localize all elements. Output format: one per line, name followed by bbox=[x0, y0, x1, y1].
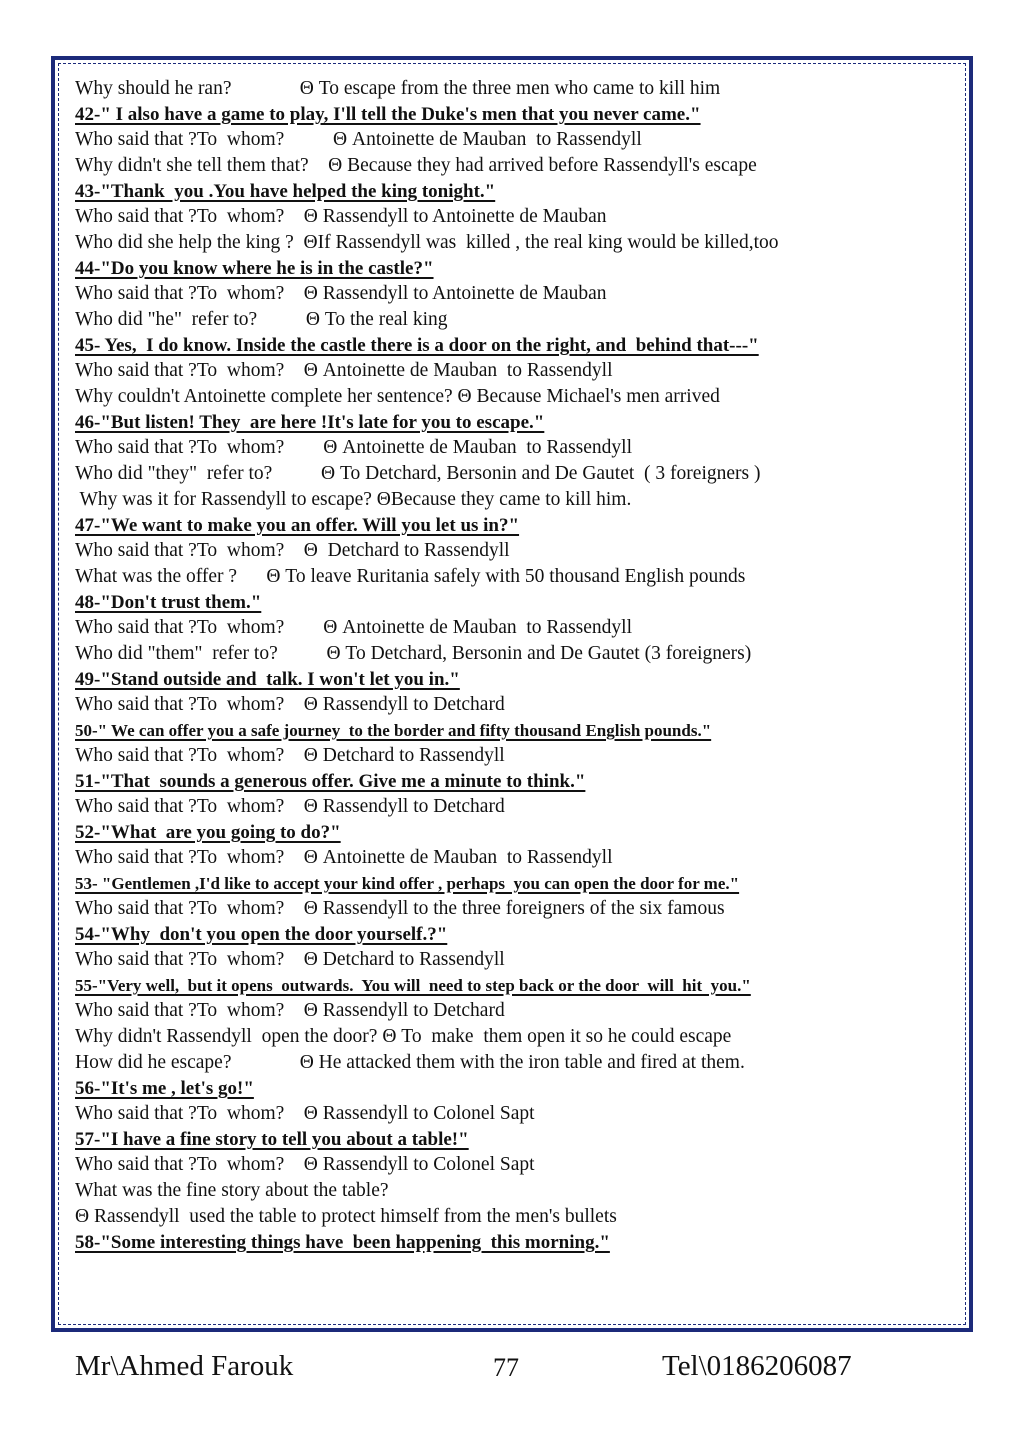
answer-line: Who said that ?To whom? Θ Rassendyll to Detchard bbox=[75, 1000, 505, 1021]
question-heading: 46-"But listen! They are here !It's late for you to escape." bbox=[75, 412, 545, 433]
question-heading: 44-"Do you know where he is in the castle?" bbox=[75, 258, 434, 279]
answer-line: Who said that ?To whom? Θ Rassendyll to Antoinette de Mauban bbox=[75, 206, 607, 227]
answer-line: Who did "they" refer to? Θ To Detchard, Bersonin and De Gautet ( 3 foreigners ) bbox=[75, 463, 761, 484]
question-heading: 55-"Very well, but it opens outwards. You will need to step back or the door will hit you." bbox=[75, 976, 751, 995]
answer-line: Who said that ?To whom? Θ Detchard to Rassendyll bbox=[75, 745, 505, 766]
footer-telephone: Tel\0186206087 bbox=[662, 1350, 852, 1382]
question-heading: 48-"Don't trust them." bbox=[75, 592, 262, 613]
answer-line: Θ Rassendyll used the table to protect himself from the men's bullets bbox=[75, 1206, 617, 1227]
answer-line: Who said that ?To whom? Θ Detchard to Rassendyll bbox=[75, 540, 510, 561]
answer-line: What was the fine story about the table? bbox=[75, 1180, 389, 1201]
document-body bbox=[75, 76, 955, 1255]
answer-line: Why didn't Rassendyll open the door? Θ To make them open it so he could escape bbox=[75, 1026, 732, 1047]
answer-line: Why didn't she tell them that? Θ Because they had arrived before Rassendyll's escape bbox=[75, 155, 757, 176]
question-heading: 47-"We want to make you an offer. Will you let us in?" bbox=[75, 515, 520, 536]
answer-line: Who said that ?To whom? Θ Rassendyll to Detchard bbox=[75, 694, 505, 715]
answer-line: Who said that ?To whom? Θ Antoinette de Mauban to Rassendyll bbox=[75, 847, 613, 868]
question-heading: 51-"That sounds a generous offer. Give me a minute to think." bbox=[75, 771, 586, 792]
answer-line: Who said that ?To whom? Θ Detchard to Rassendyll bbox=[75, 949, 505, 970]
question-heading: 50-" We can offer you a safe journey to the border and fifty thousand English pounds." bbox=[75, 721, 712, 740]
answer-line: How did he escape? Θ He attacked them with the iron table and fired at them. bbox=[75, 1052, 745, 1073]
page-number: 77 bbox=[493, 1353, 519, 1382]
question-heading: 49-"Stand outside and talk. I won't let you in." bbox=[75, 669, 460, 690]
answer-line: Who said that ?To whom? Θ Rassendyll to Antoinette de Mauban bbox=[75, 283, 607, 304]
question-heading: 53- "Gentlemen ,I'd like to accept your kind offer , perhaps you can open the door for me." bbox=[75, 874, 740, 893]
question-heading: 56-"It's me , let's go!" bbox=[75, 1078, 254, 1099]
answer-line: Who said that ?To whom? Θ Rassendyll to the three foreigners of the six famous bbox=[75, 898, 725, 919]
answer-line: Who said that ?To whom? Θ Antoinette de Mauban to Rassendyll bbox=[75, 129, 642, 150]
answer-line: Why couldn't Antoinette complete her sentence? Θ Because Michael's men arrived bbox=[75, 386, 720, 407]
answer-line: Why was it for Rassendyll to escape? ΘBecause they came to kill him. bbox=[75, 489, 632, 510]
answer-line: Who did she help the king ? ΘIf Rassendyll was killed , the real king would be killed,too bbox=[75, 232, 779, 253]
question-heading: 43-"Thank you .You have helped the king tonight." bbox=[75, 181, 496, 202]
answer-line: Who said that ?To whom? Θ Rassendyll to Detchard bbox=[75, 796, 505, 817]
question-heading: 57-"I have a fine story to tell you about a table!" bbox=[75, 1129, 469, 1150]
question-heading: 58-"Some interesting things have been happening this morning." bbox=[75, 1232, 610, 1253]
footer-author: Mr\Ahmed Farouk bbox=[75, 1350, 294, 1382]
question-heading: 45- Yes, I do know. Inside the castle there is a door on the right, and behind that---" bbox=[75, 335, 759, 356]
answer-line: Who did "them" refer to? Θ To Detchard, Bersonin and De Gautet (3 foreigners) bbox=[75, 643, 752, 664]
answer-line: Who said that ?To whom? Θ Antoinette de Mauban to Rassendyll bbox=[75, 360, 613, 381]
question-heading: 52-"What are you going to do?" bbox=[75, 822, 341, 843]
answer-line: Who said that ?To whom? Θ Antoinette de Mauban to Rassendyll bbox=[75, 437, 632, 458]
answer-line: Why should he ran? Θ To escape from the three men who came to kill him bbox=[75, 78, 721, 99]
question-heading: 42-" I also have a game to play, I'll tell the Duke's men that you never came." bbox=[75, 104, 701, 125]
answer-line: Who did "he" refer to? Θ To the real king bbox=[75, 309, 448, 330]
page-footer bbox=[0, 1350, 1024, 1390]
answer-line: Who said that ?To whom? Θ Rassendyll to Colonel Sapt bbox=[75, 1103, 535, 1124]
answer-line: Who said that ?To whom? Θ Rassendyll to Colonel Sapt bbox=[75, 1154, 535, 1175]
answer-line: Who said that ?To whom? Θ Antoinette de Mauban to Rassendyll bbox=[75, 617, 632, 638]
answer-line: What was the offer ? Θ To leave Ruritania safely with 50 thousand English pounds bbox=[75, 566, 746, 587]
question-heading: 54-"Why don't you open the door yourself.?" bbox=[75, 924, 448, 945]
